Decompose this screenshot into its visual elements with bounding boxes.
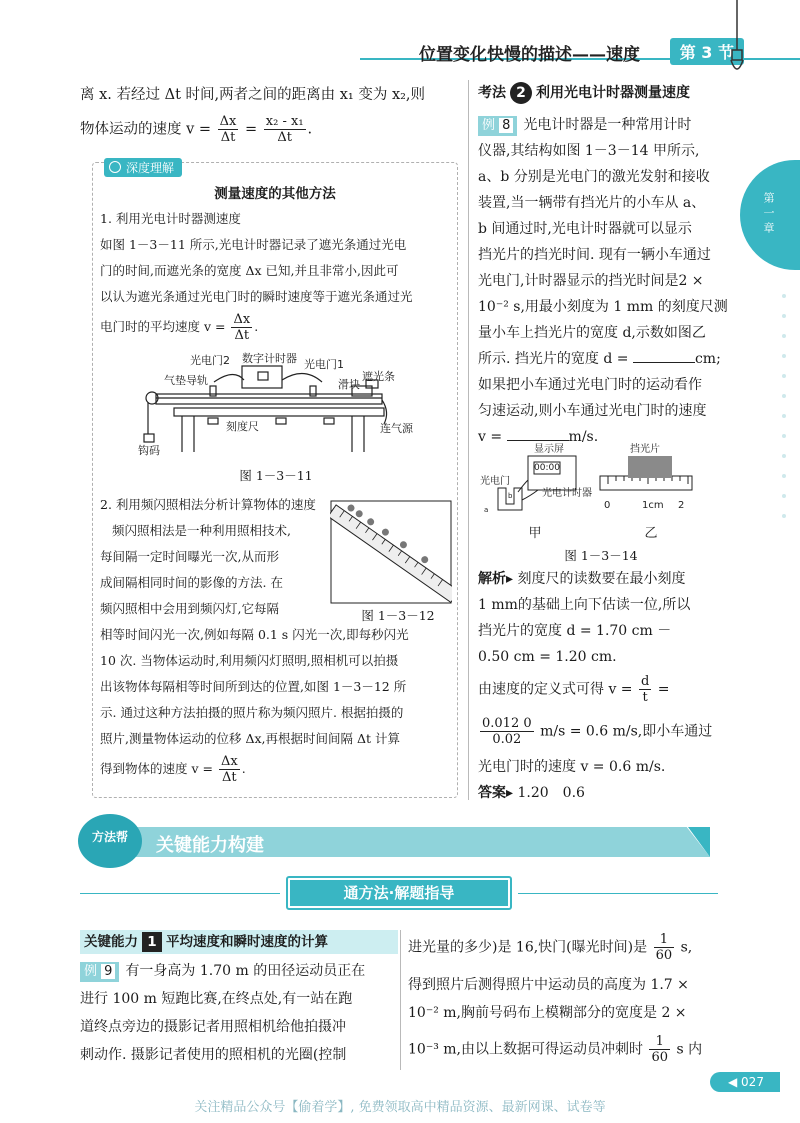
item2-line-7: 10 次. 当物体运动时,利用频闪灯照明,照相机可以拍摄 [100,653,399,668]
method-heading [478,82,690,104]
ex8-line-9: 量小车上挡光片的宽度 d,示数如图乙 [478,325,706,341]
solution-equals: = [657,681,670,698]
label-slider: 滑块 [338,378,360,391]
answer-blank-width [633,362,695,363]
label-digital-timer: 数字计时器 [242,352,297,365]
ex9-line-5 [408,932,724,963]
ex8-line-11: 如果把小车通过光电门时的运动看作 [478,377,702,393]
ability-label: 关键能力 [84,934,138,950]
example-badge [478,116,517,136]
intro-line-2: 物体运动的速度 v = $\frac{\Delta x}{\Delta t}$ = $\frac{\text{x₂ - x₁}}{\Delta t}$ . [80,114,313,145]
item1-line-4: 电门时的平均速度 v = $\frac{\Delta x}{\Delta t}$ . [100,312,259,343]
solution-line-5 [478,674,734,705]
frac-den: 60 [655,948,673,963]
ex8-text-1: 光电计时器是一种常用计时 [523,117,692,133]
frac-den: Δt [222,770,237,785]
frac-den: 0.02 [492,732,522,747]
tick-2: 2 [678,500,685,511]
frac-den: Δt [277,130,292,145]
sub-banner-title: 通方法·解题指导 [290,880,508,906]
fraction-x2-x1 [264,114,306,145]
ex8-line-12: 匀速运动,则小车通过光电门时的速度 [478,403,707,419]
photogate-figure [478,440,714,540]
item1-line-3: 以认为遮光条通过光电门时的瞬时速度等于遮光条通过光 [100,289,413,304]
fig11-caption: 图 1－3－11 [239,468,313,483]
frac-den: Δt [234,328,250,343]
item2-line-11-text: 得到物体的速度 v = [100,761,213,776]
label-air-rail: 气垫导轨 [164,374,208,387]
example-number: 9 [101,964,115,979]
item2-line-8: 出该物体每隔相等时间所到达的位置,如图 1－3－12 所 [100,679,407,694]
ex9-unit-5: s, [680,939,693,956]
tick-0: 0 [604,500,611,511]
label-weight: 钩码 [138,444,160,457]
heart-icon [109,161,121,173]
ex9-unit-8: s 内 [676,1041,703,1058]
page-number-value: 027 [741,1075,764,1089]
ex9-text-8: 10⁻³ m,由以上数据可得运动员冲刺时 [408,1041,643,1058]
lightbulb-icon [722,0,752,76]
sub-banner-line-left [80,893,280,894]
solution-line-1: 解析▸ 刻度尺的读数要在最小刻度 [478,571,686,587]
solution-line-3: 挡光片的宽度 d = 1.70 cm － [478,623,672,639]
label-display: 00:00 [534,463,560,473]
side-tab-label: 第一章 [762,192,775,237]
fig14-label-yi: 乙 [644,526,658,541]
answer-line: 答案▸ 1.20 0.6 [478,785,585,801]
label-timer: 光电计时器 [542,488,592,499]
fraction-dx-dt [231,312,252,343]
tick-1cm: 1cm [642,500,664,511]
bottom-column-divider [400,930,401,1070]
ex9-line-6: 得到照片后测得照片中运动员的高度为 1.7 × [408,977,689,993]
solution-text-6: m/s = 0.6 m/s,即小车通过 [540,723,713,740]
solution-label: 解析 [478,571,506,587]
fraction-1-60 [649,1034,670,1065]
label-screen: 显示屏 [534,444,564,455]
intro-velocity-text: 物体运动的速度 v = [80,121,212,138]
ex8-line-4: 装置,当一辆带有挡光片的小车从 a、 [478,195,706,211]
sub-banner [286,876,512,910]
fig14-caption: 图 1－3－14 [564,548,638,563]
ex8-line-7: 光电门,计时器显示的挡光时间是2 × [478,273,704,289]
label-gate2: 光电门2 [190,354,230,367]
frac-num: 1 [649,1034,670,1050]
item2-line-11: 得到物体的速度 v = $\frac{\Delta x}{\Delta t}$ . [100,754,246,785]
ex9-line-1 [80,958,396,985]
section-banner [78,820,710,862]
box-tag-label: 深度理解 [126,161,175,175]
label-gate1: 光电门1 [304,358,344,371]
item1-line-2: 门的时间,而遮光条的宽度 Δx 已知,并且非常小,因此可 [100,263,399,278]
label-shading-bar: 遮光条 [362,370,395,383]
item2-line-9: 示. 通过这种方法拍摄的照片称为频闪照片. 根据拍摄的 [100,705,404,720]
air-track-figure [134,352,424,462]
item1-line-4-text: 电门时的平均速度 v = [100,319,226,334]
answer-label: 答案 [478,785,506,801]
fig12-caption: 图 1－3－12 [361,608,435,623]
section-badge: 第 3 节 [670,38,744,65]
fraction-dx-dt [218,114,239,145]
label-ruler: 刻度尺 [226,420,259,433]
ex8-line-2: 仪器,其结构如图 1－3－14 甲所示, [478,143,700,159]
ex8-line-3: a、b 分别是光电门的激光发射和接收 [478,169,710,185]
method-title: 利用光电计时器测量速度 [536,85,690,101]
ex8-line-1 [478,112,734,139]
item2-line-6: 相等时间闪光一次,例如每隔 0.1 s 闪光一次,即每秒闪光 [100,627,409,642]
method-number: 2 [510,82,532,104]
ability-title: 平均速度和瞬时速度的计算 [166,934,328,950]
label-gate: 光电门 [480,476,510,487]
box-title: 测量速度的其他方法 [214,186,336,202]
ex8-line-8: 10⁻² s,用最小刻度为 1 mm 的刻度尺测 [478,299,728,315]
label-air-source: 连气源 [380,422,413,435]
example-label: 例 [482,118,496,133]
fig14-label-jia: 甲 [528,526,542,541]
ex8-line-5: b 间通过时,光电计时器就可以显示 [478,221,692,237]
solution-text-5: 由速度的定义式可得 v = [478,681,633,698]
frac-num: Δx [233,312,251,327]
page-header [0,0,800,70]
ex8-line-10 [478,346,734,373]
solution-line-7: 光电门时的速度 v = 0.6 m/s. [478,759,666,775]
sub-banner-line-right [518,893,718,894]
ex8-line-13-text: v = [478,429,503,445]
ex8-line-13-unit: m/s. [568,429,599,445]
ex9-line-7: 10⁻² m,胸前号码布上模糊部分的宽度是 2 × [408,1005,687,1021]
intro-line-1: 离 x. 若经过 Δt 时间,两者之间的距离由 x₁ 变为 x₂,则 [80,87,426,103]
solution-line-4: 0.50 cm = 1.20 cm. [478,649,617,665]
footer-note: 关注精品公众号【偷着学】, 免费领取高中精品资源、最新网课、试卷等 [194,1100,606,1115]
chapter-title: 位置变化快慢的描述——速度 [419,45,640,65]
chapter-side-tab [740,160,800,270]
frac-num: 1 [654,932,675,948]
decorative-dots [754,286,794,586]
item2-line-5: 频闪照相中会用到频闪灯,它每隔 [100,601,279,616]
method-label: 考法 [478,85,506,101]
fraction-d-t [639,674,651,705]
item1-line-1: 如图 1－3－11 所示,光电计时器记录了遮光条通过光电 [100,237,407,252]
item2-line-3: 每间隔一定时间曝光一次,从而形 [100,549,279,564]
solution-line-6 [478,716,734,747]
item2-line-10: 照片,测量物体运动的位移 Δx,再根据时间间隔 Δt 计算 [100,731,400,746]
frac-num: 0.012 0 [482,716,532,731]
frac-num: d [641,674,650,689]
ex8-line-10-text: 所示. 挡光片的宽度 d = [478,351,629,367]
ex9-line-3: 道终点旁边的摄影记者用照相机给他拍摄冲 [80,1019,346,1035]
strobe-photo-figure [330,500,452,604]
ability-number: 1 [142,932,162,952]
solution-text-1: 刻度尺的读数要在最小刻度 [517,571,686,587]
answer-value: 1.20 0.6 [517,785,585,801]
item2-line-2: 频闪照相法是一种利用照相技术, [112,523,291,538]
fraction-dx-dt [219,754,240,785]
column-divider [468,80,469,800]
item2-line-4: 成间隔相同时间的影像的方法. 在 [100,575,283,590]
ex9-text-1: 有一身高为 1.70 m 的田径运动员正在 [125,963,366,979]
example-label: 例 [84,964,98,979]
frac-num: x₂ - x₁ [265,114,304,129]
deep-understanding-tag [104,158,182,177]
ex9-text-5: 进光量的多少)是 16,快门(曝光时间)是 [408,939,648,956]
frac-den: 60 [651,1050,668,1065]
solution-line-2: 1 mm的基础上向下估读一位,所以 [478,597,691,613]
banner-badge: 方法帮 [78,814,142,868]
item1-heading: 1. 利用光电计时器测速度 [100,211,241,226]
svg-text:b: b [508,492,513,500]
fraction-value [480,716,534,747]
example-badge [80,962,119,982]
frac-num: Δx [219,114,237,129]
ex9-line-8 [408,1034,724,1065]
svg-text:a: a [484,506,489,514]
ex9-line-4: 刺动作. 摄影记者使用的照相机的光圈(控制 [80,1047,347,1063]
ex9-line-2: 进行 100 m 短跑比赛,在终点处,有一站在跑 [80,991,353,1007]
ex8-line-6: 挡光片的挡光时间. 现有一辆小车通过 [478,247,711,263]
frac-num: Δx [220,754,238,769]
frac-den: t [642,690,648,705]
fraction-1-60 [654,932,675,963]
page-number: ◀ 027 [710,1072,780,1092]
ability-heading [80,930,398,954]
label-shutter: 挡光片 [630,444,660,455]
example-number: 8 [499,118,513,133]
ex8-line-10-unit: cm; [694,351,721,367]
item2-line-1: 2. 利用频闪照相法分析计算物体的速度 [100,497,316,512]
banner-title: 关键能力构建 [156,835,264,856]
frac-den: Δt [220,130,236,145]
